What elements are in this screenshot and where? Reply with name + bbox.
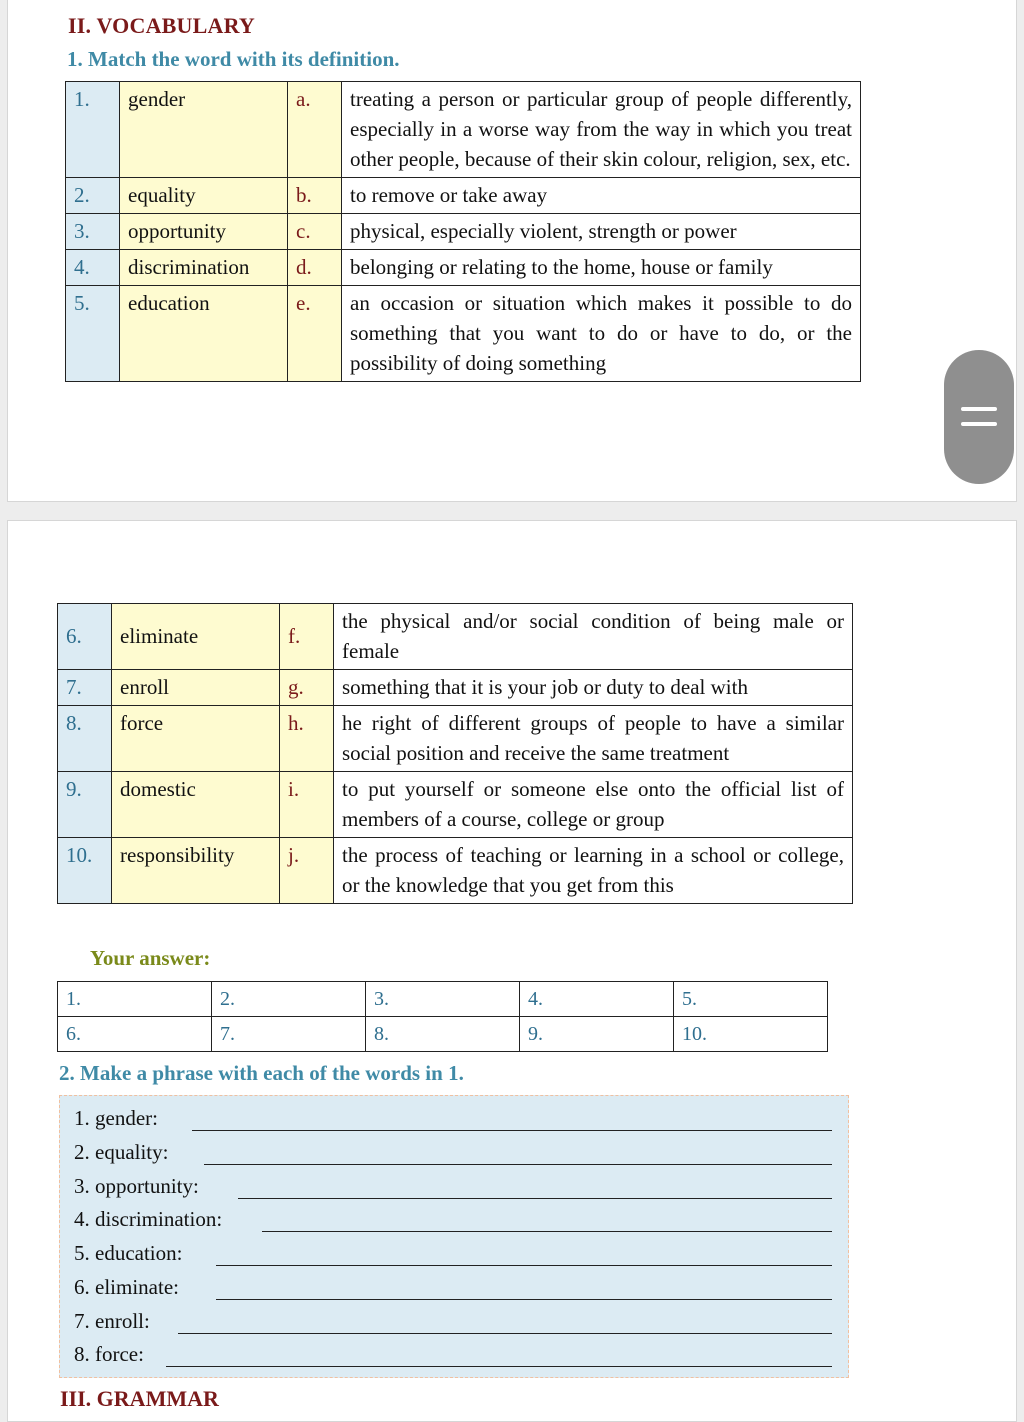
phrase-item-label: 1. gender: (74, 1106, 158, 1130)
table-row (58, 838, 853, 904)
phrase-item (74, 1174, 199, 1199)
table-row (66, 178, 861, 214)
definition-cell: the process of teaching or learning in a school or college, or the knowledge that you get from this (334, 838, 853, 904)
answer-cell-3[interactable]: 3. (366, 982, 520, 1017)
phrase-box (59, 1095, 849, 1378)
table-row (58, 1017, 828, 1052)
exercise-2-title: 2. Make a phrase with each of the words in 1. (59, 1061, 464, 1085)
answer-line-6[interactable] (216, 1299, 832, 1300)
table-row (66, 286, 861, 382)
matching-table-part-2 (57, 603, 853, 904)
answer-cell-2[interactable]: 2. (212, 982, 366, 1017)
phrase-item (74, 1106, 158, 1131)
table-row (58, 706, 853, 772)
answer-line-3[interactable] (238, 1198, 832, 1199)
definition-cell: physical, especially violent, strength or power (342, 214, 861, 250)
row-number: 1. (66, 82, 120, 178)
definition-cell: treating a person or particular group of people differently, especially in a worse way from the way in which you treat other people, because of their skin colour, religion, sex, etc. (342, 82, 861, 178)
document-page-1 (7, 0, 1017, 502)
table-row (66, 214, 861, 250)
phrase-item-label: 8. force: (74, 1342, 144, 1366)
definition-cell: belonging or relating to the home, house or family (342, 250, 861, 286)
word-cell: eliminate (112, 604, 280, 670)
letter-cell: d. (288, 250, 342, 286)
phrase-item-label: 7. enroll: (74, 1309, 150, 1333)
definition-cell: the physical and/or social condition of being male or female (334, 604, 853, 670)
definition-cell: to put yourself or someone else onto the official list of members of a course, college or group (334, 772, 853, 838)
row-number: 10. (58, 838, 112, 904)
answer-cell-9[interactable]: 9. (520, 1017, 674, 1052)
phrase-item (74, 1342, 144, 1367)
answer-cell-5[interactable]: 5. (674, 982, 828, 1017)
pause-icon[interactable] (944, 350, 1014, 484)
answer-line-7[interactable] (178, 1333, 832, 1334)
phrase-item (74, 1241, 182, 1266)
word-cell: opportunity (120, 214, 288, 250)
phrase-item (74, 1207, 222, 1232)
phrase-item (74, 1140, 168, 1165)
answer-line-4[interactable] (262, 1231, 832, 1232)
letter-cell: b. (288, 178, 342, 214)
phrase-item-label: 6. eliminate: (74, 1275, 179, 1299)
row-number: 2. (66, 178, 120, 214)
word-cell: enroll (112, 670, 280, 706)
row-number: 8. (58, 706, 112, 772)
phrase-item-label: 4. discrimination: (74, 1207, 223, 1231)
section-heading: II. VOCABULARY (68, 13, 255, 38)
table-row (66, 82, 861, 178)
table-row (58, 670, 853, 706)
row-number: 3. (66, 214, 120, 250)
answer-line-8[interactable] (166, 1366, 832, 1367)
exercise-1-title: 1. Match the word with its definition. (67, 47, 400, 71)
table-row (58, 604, 853, 670)
phrase-item (74, 1309, 150, 1334)
answer-line-2[interactable] (204, 1164, 832, 1165)
answer-grid (57, 981, 828, 1052)
word-cell: force (112, 706, 280, 772)
phrase-item (74, 1275, 179, 1300)
row-number: 5. (66, 286, 120, 382)
answer-cell-8[interactable]: 8. (366, 1017, 520, 1052)
letter-cell: a. (288, 82, 342, 178)
answer-cell-4[interactable]: 4. (520, 982, 674, 1017)
phrase-item-label: 2. equality: (74, 1140, 169, 1164)
word-cell: domestic (112, 772, 280, 838)
letter-cell: c. (288, 214, 342, 250)
answer-cell-7[interactable]: 7. (212, 1017, 366, 1052)
answer-line-5[interactable] (216, 1265, 832, 1266)
definition-cell: to remove or take away (342, 178, 861, 214)
word-cell: equality (120, 178, 288, 214)
letter-cell: f. (280, 604, 334, 670)
letter-cell: i. (280, 772, 334, 838)
letter-cell: j. (280, 838, 334, 904)
answer-cell-6[interactable]: 6. (58, 1017, 212, 1052)
table-row (66, 250, 861, 286)
definition-cell: an occasion or situation which makes it possible to do something that you want to do or have to do, or the possibility of doing something (342, 286, 861, 382)
word-cell: education (120, 286, 288, 382)
row-number: 4. (66, 250, 120, 286)
next-section-heading-partial (60, 1386, 219, 1397)
matching-table-part-1 (65, 81, 861, 382)
answer-cell-1[interactable]: 1. (58, 982, 212, 1017)
answer-line-1[interactable] (192, 1130, 832, 1131)
definition-cell: he right of different groups of people to have a similar social position and receive the same treatment (334, 706, 853, 772)
phrase-item-label: 3. opportunity: (74, 1174, 199, 1198)
your-answer-label: Your answer: (90, 946, 211, 970)
row-number: 7. (58, 670, 112, 706)
letter-cell: h. (280, 706, 334, 772)
word-cell: responsibility (112, 838, 280, 904)
word-cell: discrimination (120, 250, 288, 286)
phrase-item-label: 5. education: (74, 1241, 183, 1265)
row-number: 6. (58, 604, 112, 670)
answer-cell-10[interactable]: 10. (674, 1017, 828, 1052)
letter-cell: g. (280, 670, 334, 706)
letter-cell: e. (288, 286, 342, 382)
table-row (58, 982, 828, 1017)
table-row (58, 772, 853, 838)
definition-cell: something that it is your job or duty to deal with (334, 670, 853, 706)
row-number: 9. (58, 772, 112, 838)
word-cell: gender (120, 82, 288, 178)
